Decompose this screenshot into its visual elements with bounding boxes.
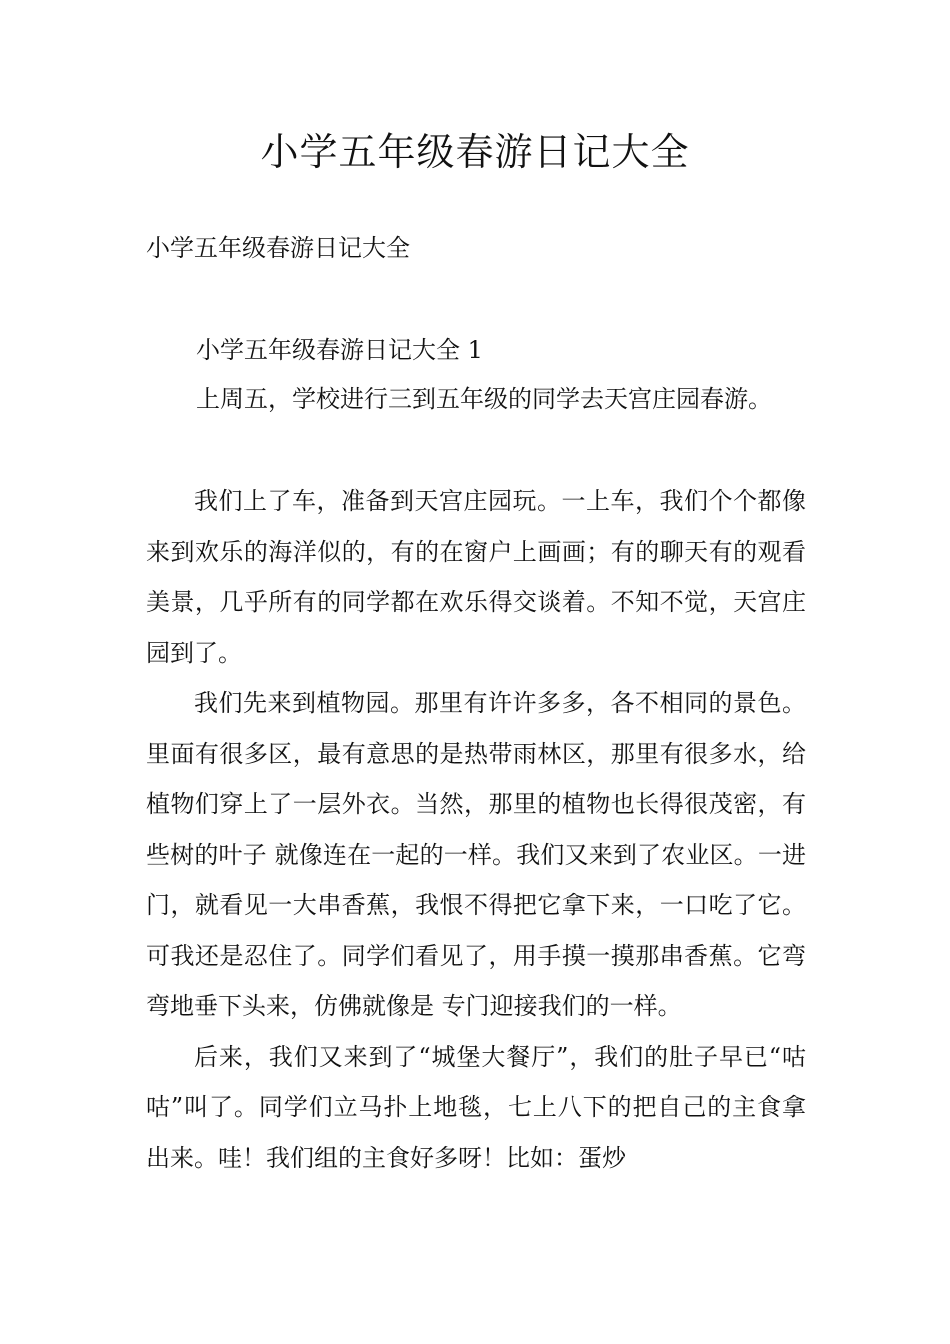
document-body <box>146 476 806 1183</box>
paragraph-3: 后来，我们又来到了“城堡大餐厅”，我们的肚子早已“咕咕”叫了。同学们立马扑上地毯，七上八下的把自己的主食拿出来。哇！我们组的主食好多呀！比如：蛋炒 <box>146 1042 806 1172</box>
document-subtitle: 小学五年级春游日记大全 <box>146 234 410 262</box>
paragraph-1: 我们上了车，准备到天宫庄园玩。一上车，我们个个都像来到欢乐的海洋似的，有的在窗户上画画；有的聊天有的观看美景，几乎所有的同学都在欢乐得交谈着。不知不觉，天宫庄园到了。 <box>146 487 806 667</box>
paragraph-2: 我们先来到植物园。那里有许许多多，各不相同的景色。里面有很多区，最有意思的是热带雨林区，那里有很多水，给植物们穿上了一层外衣。当然，那里的植物也长得很茂密，有些树的叶子 就像连在一起的一样。我们又来到了农业区。一进门，就看见一大串香蕉，我恨不得把它拿下来，一口吃了它。可我还是忍住了。同学们看见了，用手摸一摸那串香蕉。它弯弯地垂下头来，仿佛就像是 专门迎接我们的一样。 <box>146 689 806 1020</box>
section-heading: 小学五年级春游日记大全 1 <box>196 336 483 364</box>
intro-line: 上周五，学校进行三到五年级的同学去天宫庄园春游。 <box>196 385 772 413</box>
document-title: 小学五年级春游日记大全 <box>260 130 690 174</box>
